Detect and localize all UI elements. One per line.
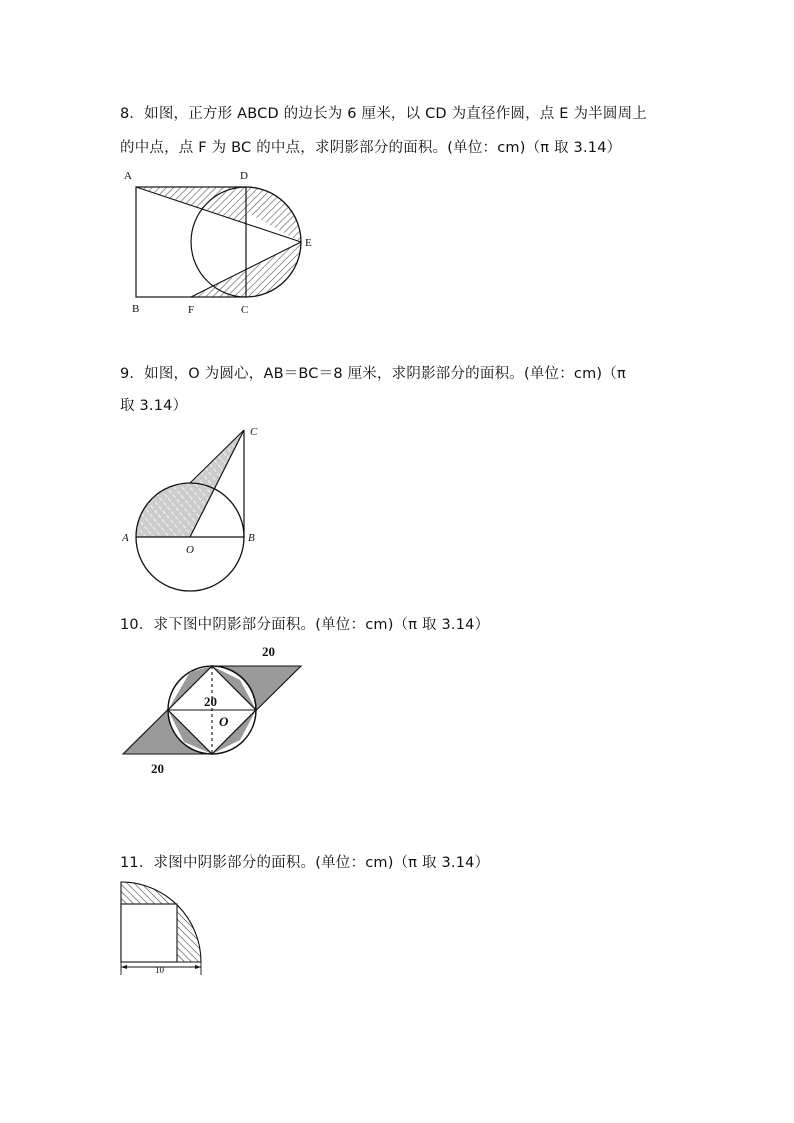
fig9-label-C: C [250, 426, 258, 438]
fig11-arrow-left [121, 965, 127, 969]
fig9-label-O: O [186, 544, 194, 556]
fig9-shade [136, 483, 217, 537]
fig8-label-A: A [124, 170, 132, 182]
problem-8-line-1: 8．如图，正方形 ABCD 的边长为 6 厘米，以 CD 为直径作圆，点 E 为半圆周上 [120, 106, 647, 122]
problem-9-line-2: 取 3.14） [120, 398, 188, 414]
fig10-label-bottom: 20 [151, 761, 164, 776]
fig9-label-A: A [122, 532, 129, 544]
fig8-label-F: F [188, 304, 195, 316]
figure-8 [124, 170, 312, 316]
problem-11-line-1: 11．求图中阴影部分的面积。(单位：cm)（π 取 3.14） [120, 855, 490, 871]
problem-9-line-1: 9．如图，O 为圆心，AB＝BC＝8 厘米，求阴影部分的面积。(单位：cm)（π [120, 366, 626, 382]
fig8-label-D: D [240, 170, 248, 182]
fig8-label-C: C [241, 304, 249, 316]
fig11-label-bottom: 10 [155, 965, 164, 975]
fig8-label-E: E [305, 237, 312, 249]
problem-8-line-2: 的中点，点 F 为 BC 的中点，求阴影部分的面积。(单位：cm)（π 取 3.14） [120, 140, 622, 156]
fig9-label-B: B [248, 532, 255, 544]
problem-10-line-1: 10．求下图中阴影部分面积。(单位：cm)（π 取 3.14） [120, 617, 490, 633]
figure-11 [121, 882, 201, 975]
fig11-arrow-right [195, 965, 201, 969]
figure-9 [121, 426, 258, 591]
figure-10 [123, 644, 301, 776]
fig8-label-B: B [132, 303, 140, 315]
fig11-square [121, 904, 177, 962]
fig10-label-O: O [219, 714, 229, 729]
fig10-label-top: 20 [262, 644, 275, 659]
fig10-label-middle: 20 [204, 694, 217, 709]
